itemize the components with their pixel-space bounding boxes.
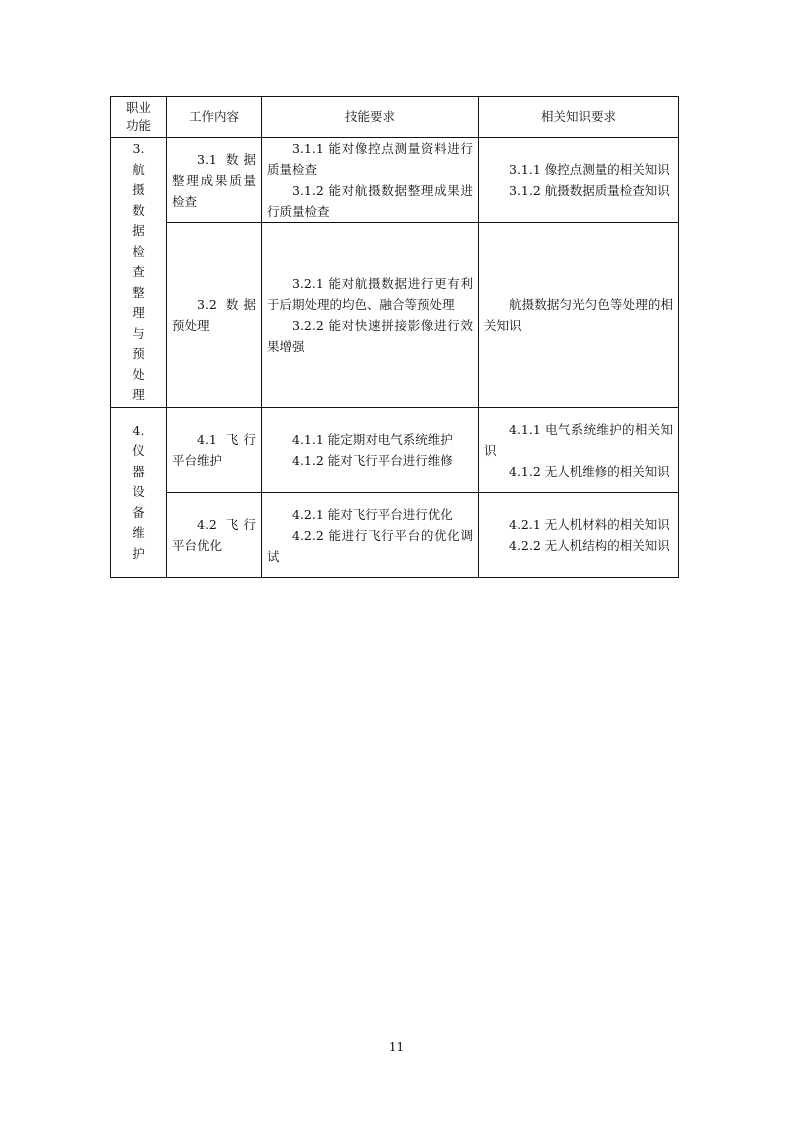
skill-item: 4.1.1 能定期对电气系统维护 (292, 432, 453, 447)
function-char: 整 (132, 284, 145, 300)
knowledge-item: 4.1.1 电气系统维护的相关知识 (484, 421, 673, 458)
work-content-cell: 4.1 飞行平台维护 (167, 408, 262, 493)
knowledge-cell (479, 138, 679, 223)
function-char: 与 (132, 325, 145, 341)
knowledge-item: 航摄数据匀光匀色等处理的相关知识 (484, 297, 673, 333)
header-function-line-2: 功能 (125, 118, 151, 133)
function-char: 检 (132, 243, 145, 259)
knowledge-cell (479, 408, 679, 493)
function-char: 数 (132, 202, 145, 218)
skill-item: 4.1.2 能对飞行平台进行维修 (292, 453, 453, 468)
skill-item: 3.2.2 能对快速拼接影像进行效果增强 (267, 318, 473, 354)
function-char: 航 (132, 161, 145, 177)
knowledge-item: 3.1.1 像控点测量的相关知识 (509, 162, 670, 177)
work-content-cell: 4.2 飞行平台优化 (167, 493, 262, 578)
function-char: 仪 (132, 443, 145, 459)
function-char: 摄 (132, 182, 145, 198)
header-function (111, 97, 167, 138)
vocational-standard-table (110, 96, 679, 578)
function-char: 设 (132, 484, 145, 500)
table-row (111, 138, 679, 223)
skill-cell (262, 138, 479, 223)
table-row (111, 223, 679, 408)
function-char: 护 (132, 545, 145, 561)
function-char: 处 (132, 366, 145, 382)
skill-cell (262, 493, 479, 578)
function-cell-4 (111, 408, 167, 578)
header-work-content: 工作内容 (167, 97, 262, 138)
function-cell-3 (111, 138, 167, 408)
skill-item: 3.1.1 能对像控点测量资料进行质量检查 (267, 141, 473, 177)
header-knowledge-requirements: 相关知识要求 (479, 97, 679, 138)
function-char: 理 (132, 387, 145, 403)
function-char: 维 (132, 525, 145, 541)
function-char: 查 (132, 264, 145, 280)
function-char: 预 (132, 346, 145, 362)
skill-item: 4.2.2 能进行飞行平台的优化调试 (267, 527, 473, 564)
function-char: 3. (132, 141, 145, 157)
work-content-cell: 3.2 数据预处理 (167, 223, 262, 408)
skill-cell (262, 223, 479, 408)
header-skill-requirements: 技能要求 (262, 97, 479, 138)
skill-item: 3.2.1 能对航摄数据进行更有利于后期处理的均色、融合等预处理 (267, 276, 473, 312)
function-char: 据 (132, 223, 145, 239)
table-row (111, 408, 679, 493)
skill-item: 4.2.1 能对飞行平台进行优化 (292, 506, 453, 522)
table-row (111, 493, 679, 578)
function-char: 备 (132, 504, 145, 520)
function-char: 4. (132, 422, 145, 438)
function-char: 器 (132, 463, 145, 479)
skill-item: 3.1.2 能对航摄数据整理成果进行质量检查 (267, 183, 473, 219)
skill-cell (262, 408, 479, 493)
knowledge-item: 4.2.2 无人机结构的相关知识 (509, 538, 670, 553)
knowledge-cell (479, 223, 679, 408)
table-header-row (111, 97, 679, 138)
knowledge-item: 3.1.2 航摄数据质量检查知识 (509, 183, 670, 198)
knowledge-item: 4.2.1 无人机材料的相关知识 (509, 517, 670, 532)
work-content-cell: 3.1 数据整理成果质量检查 (167, 138, 262, 223)
knowledge-cell (479, 493, 679, 578)
page-number: 11 (388, 1040, 405, 1054)
header-function-line-1: 职业 (125, 100, 151, 115)
knowledge-item: 4.1.2 无人机维修的相关知识 (509, 463, 670, 479)
function-char: 理 (132, 305, 145, 321)
